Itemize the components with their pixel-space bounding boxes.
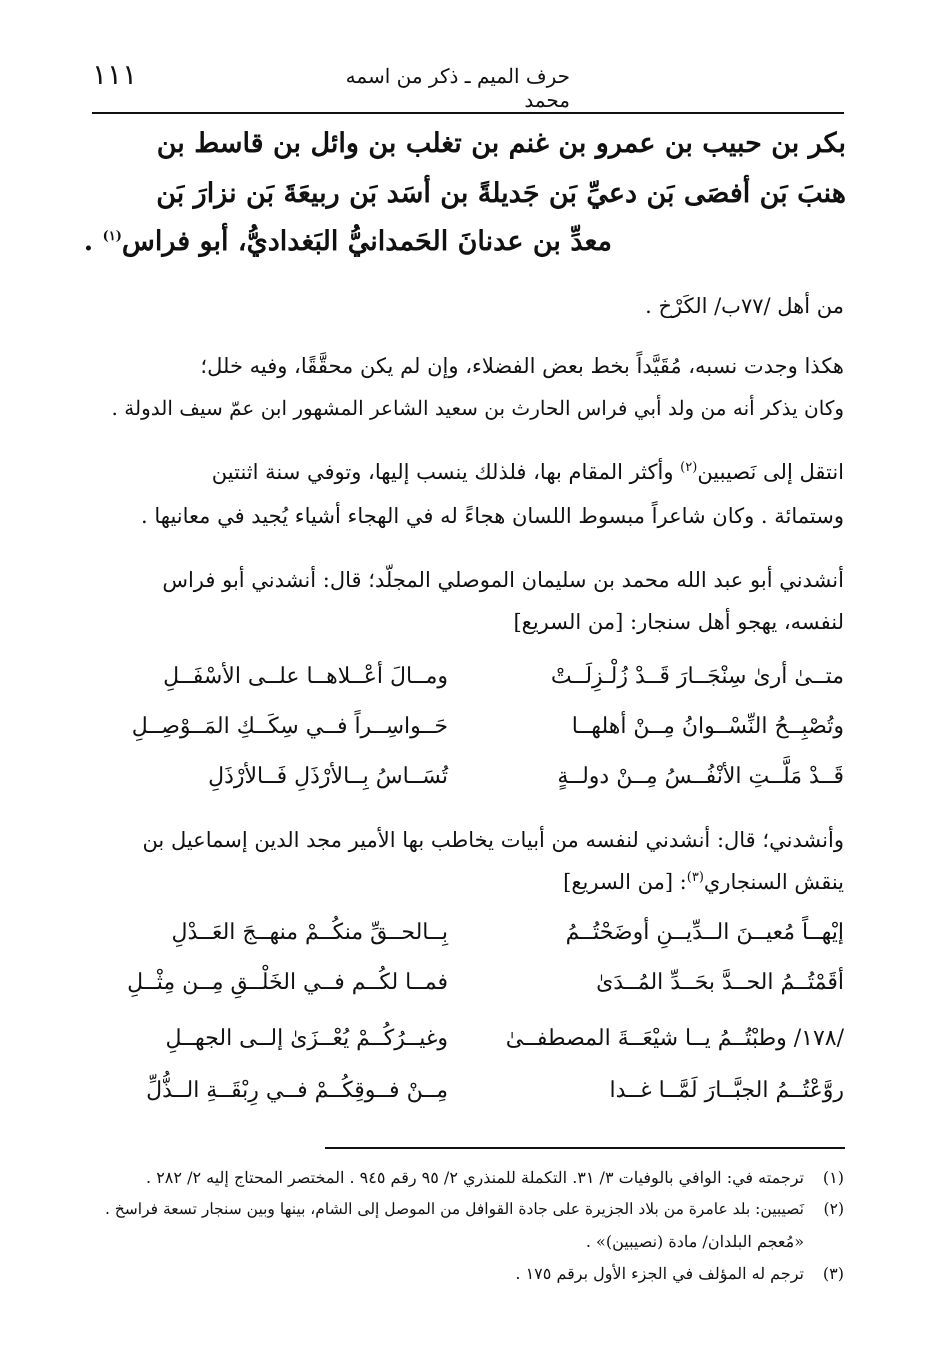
footnote-number: (٣) <box>822 1264 844 1283</box>
footnote-ref-2[interactable]: (٢) <box>680 460 698 475</box>
poem2-verse1-left: بِــالحــقِّ منكُــمْ منهــجَ العَــدْلِ <box>171 920 448 945</box>
para1-line1: هكذا وجدت نسبه، مُقَيَّداً بخط بعض الفضلاء، وإن لم يكن محقَّقًا، وفيه خلل؛ <box>200 354 844 378</box>
para3-line1: أنشدني أبو عبد الله محمد بن سليمان الموصلي المجلّد؛ قال: أنشدني أبو فراس <box>162 568 844 592</box>
lineage-line-2: هنبَ بَن أفصَى بَن دعيِّ بَن جَديلةً بن أسَد بَن ربيعَةَ بَن نزارَ بَن <box>156 178 846 209</box>
poem1-verse2-right: وتُصْبِــحُ النِّسْــوانُ مِــنْ أهلهــا <box>571 714 844 739</box>
poem2-verse4-right: روَّعْتُــمُ الجبَّــارَ لَمَّــا غــدا <box>609 1078 844 1103</box>
footnote-text: ترجمته في: الوافي بالوفيات ٣/ ٣١. التكملة للمنذري ٢/ ٩٥ رقم ٩٤٥ . المختصر المحتاج إليه ٢/ ٢٨٢ . <box>146 1168 804 1187</box>
poem2-verse1-right: إيْهــاً مُعيــنَ الــدِّيــنِ أوضَحْتُــمُ <box>565 920 844 945</box>
para2-text-b: وأكثر المقام بها، فلذلك ينسب إليها، وتوفي سنة اثنتين <box>211 460 681 484</box>
footnote-number: (١) <box>822 1168 844 1187</box>
para2-line2: وستمائة . وكان شاعراً مبسوط اللسان هجاءً له في الهجاء أشياء يُجيد في معانيها . <box>141 504 844 528</box>
lineage-end: . <box>83 226 103 257</box>
page-number: ١١١ <box>92 58 138 91</box>
para2-line1 <box>212 460 844 484</box>
footnote-text: ترجم له المؤلف في الجزء الأول برقم ١٧٥ . <box>515 1264 804 1283</box>
lineage-text: معدِّ بن عدنانَ الحَمدانيُّ البَغداديُّ، أبو فراس <box>121 226 612 257</box>
poem2-verse4-left: مِــنْ فــوقِكُــمْ فــي رِبْقَــةِ الــذُّلِّ <box>146 1078 448 1103</box>
footnote-2 <box>105 1200 844 1218</box>
poem1-verse2-left: حَــواسِــراً فــي سِكَــكِ المَــوْصِــلِ <box>131 714 448 739</box>
poem1-verse1-left: ومــالَ أعْــلاهــا علــى الأسْفَــلِ <box>163 664 448 689</box>
footnote-text: نَصيبين: بلد عامرة من بلاد الجزيرة على جادة القوافل من الموصل إلى الشام، بينها وبين سنجار تسعة فراسخ . <box>104 1200 804 1218</box>
poem2-verse2-right: أقَمْتُــمُ الحــدَّ بحَــدِّ المُــدَىٰ <box>596 970 844 995</box>
lineage-line-1: بكر بن حبيب بن عمرو بن غنم بن تغلب بن وائل بن قاسط بن <box>156 128 846 159</box>
footnote-ref-3[interactable]: (٣) <box>686 870 704 885</box>
para4-line2 <box>563 870 844 894</box>
poem1-verse3-left: تُسَــاسُ بِــالأرْذَلِ فَــالأرْذَلِ <box>208 764 448 789</box>
footnote-2-cont: «مُعجم البلدان/ مادة (نصيبين)» . <box>585 1232 804 1251</box>
footnote-3 <box>515 1264 844 1283</box>
poem1-verse1-right: متــىٰ أرىٰ سِنْجَــارَ قَــدْ زُلْـزِلَــتْ <box>550 664 844 689</box>
header-rule <box>92 112 844 114</box>
lineage-line-3 <box>84 226 612 257</box>
para3-line2: لنفسه، يهجو أهل سنجار: [من السريع] <box>513 610 844 634</box>
poem1-verse3-right: قَــدْ مَلَّــتِ الأنْفُــسُ مِــنْ دولــةٍ <box>557 764 844 789</box>
poem2-verse3-left: وغيــرُكُــمْ يُعْــزَىٰ إلــى الجهــلِ <box>165 1026 448 1051</box>
footnote-1 <box>146 1168 844 1187</box>
origin-line: من أهل /٧٧ب/ الكَرْخ . <box>645 294 844 318</box>
para4-text-b: : [من السريع] <box>563 870 687 894</box>
poem2-verse2-left: فمــا لكُــم فــي الخَلْــقِ مِــن مِثْــلِ <box>127 970 448 995</box>
poem2-verse3-right: /١٧٨/ وطبْتُــمُ يــا شيْعَــةَ المصطفــىٰ <box>505 1026 844 1051</box>
para2-text-a: انتقل إلى نَصيبين <box>697 460 844 484</box>
footnote-ref-1[interactable]: (١) <box>102 229 122 244</box>
footnote-rule <box>325 1147 845 1149</box>
para4-line1: وأنشدني؛ قال: أنشدني لنفسه من أبيات يخاطب بها الأمير مجد الدين إسماعيل بن <box>142 828 844 852</box>
para4-text-a: ينقش السنجاري <box>703 870 844 894</box>
running-title: حرف الميم ـ ذكر من اسمه محمد <box>345 64 570 112</box>
para1-line2: وكان يذكر أنه من ولد أبي فراس الحارث بن سعيد الشاعر المشهور ابن عمّ سيف الدولة . <box>111 396 844 420</box>
footnote-number: (٢) <box>823 1200 844 1218</box>
